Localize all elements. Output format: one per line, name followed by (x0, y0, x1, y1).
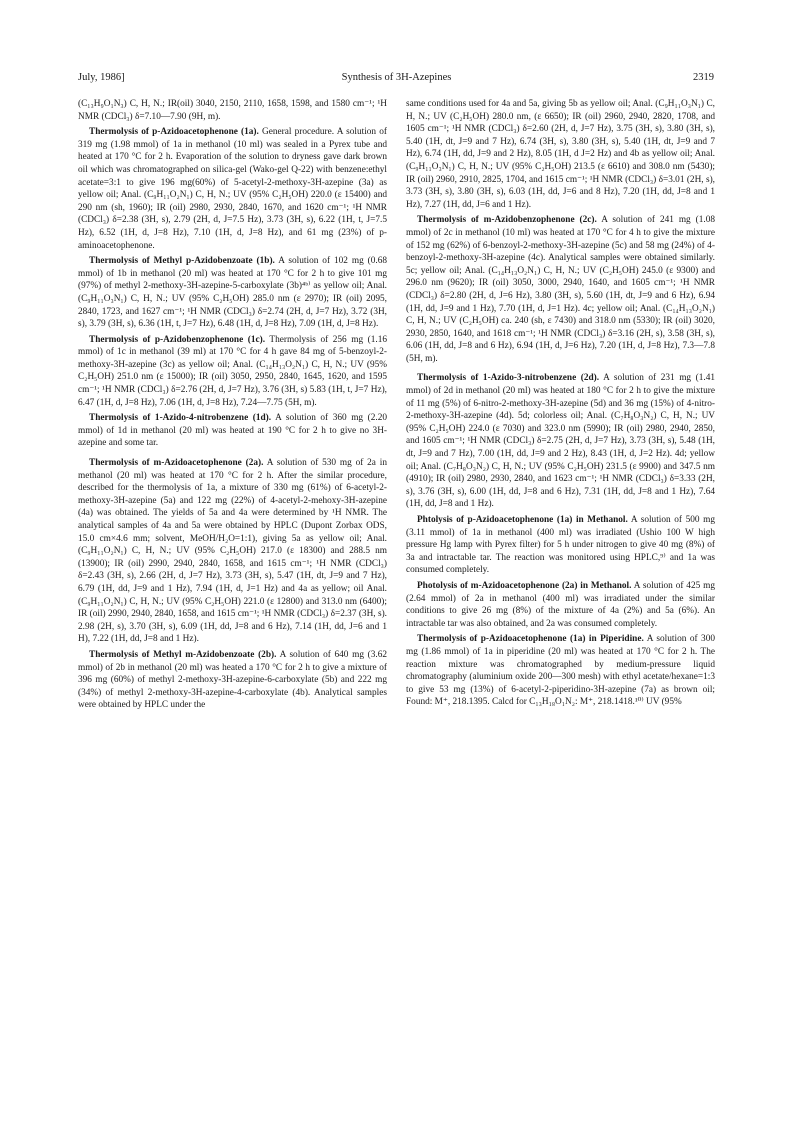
paragraph: Thermolysis of p-Azidoacetophenone (1a) in Piperidine. A solution of 300 mg (1.86 mmol) of 1a in piperidine (20 ml) was heated at 170 °C for 2 h. The reaction mixture was chromatographed by medium-pressure liquid chromatography (aluminium oxide 200—300 mesh) with ethyl acetate/hexane=1:3 to give 53 mg (13%) of 6-acetyl-2-piperidino-3H-azepine (7a) as brown oil; Found: M⁺, 218.1395. Calcd for C₁₃H₁₈O₁N₂: M⁺, 218.1418.¹⁰⁾ UV (95% (406, 634, 715, 708)
paragraph: Thermolysis of Methyl m-Azidobenzoate (2b). A solution of 640 mg (3.62 mmol) of 2b in methanol (20 ml) was heated a 170 °C for 2 h to give a mixture of 396 mg (60%) of methyl 2-methoxy-3H-azepine-6-carboxylate (5b) and 222 mg (34%) of methyl 2-methoxy-3H-azepine-4-carboxylate (4b). Analytical samples were obtained by HPLC under the (78, 649, 388, 711)
paragraph: Thermolysis of Methyl p-Azidobenzoate (1b). A solution of 102 mg (0.68 mmol) of 1b in methanol (20 ml) was heated at 170 °C for 2 h to give 101 mg (97%) of methyl 2-methoxy-3H-azepine-5-carboxylate (3b)⁴ᵇ⁾ as yellow oil; Anal. (C₉H₁₁O₃N₁) C, H, N.; UV (95% C₂H₅OH) 285.0 nm (ε 2970); IR (oil) 2095, 2840, 1723, and 1627 cm⁻¹; ¹H NMR (CDCl₃) δ=2.74 (2H, d, J=7 Hz), 3.72 (3H, s), 3.79 (3H, s), 6.36 (1H, t, J=7 Hz), 6.48 (1H, d, J=8 Hz), 7.09 (1H, d, J=8 Hz). (78, 256, 388, 330)
paragraph: Thermolysis of p-Azidobenzophenone (1c). Thermolysis of 256 mg (1.16 mmol) of 1c in methanol (39 ml) at 170 °C for 4 h gave 84 mg of 5-benzoyl-2-methoxy-3H-azepine (3c) as yellow oil; Anal. (C₁₄H₁₃O₂N₁) C, H, N.; UV (95% C₂H₅OH) 251.0 nm (ε 15000); IR (oil) 3050, 2950, 2840, 1645, 1620, and 1595 cm⁻¹; ¹H NMR (CDCl₃) δ=2.76 (2H, d, J=7 Hz), 3.76 (3H, s) 5.83 (1H, t, J=7 Hz), 6.47 (1H, d, J=8 Hz), 7.06 (1H, d, J=8 Hz), 7.24—7.75 (5H, m). (78, 334, 387, 408)
header-date: July, 1986] (78, 72, 125, 83)
paragraph: Thermolysis of 1-Azido-4-nitrobenzene (1d). A solution of 360 mg (2.20 mmol) of 1d in methanol (20 ml) was heated at 190 °C for 2 h to give no 3H-azepine and some tar. (78, 413, 388, 449)
section-heading: Thermolysis of Methyl p-Azidobenzoate (1b). (89, 256, 275, 267)
left-column (78, 98, 387, 715)
right-column (406, 98, 715, 712)
paragraph: (C₁₃H₉O₁N₃) C, H, N.; IR(oil) 3040, 2150, 2110, 1658, 1598, and 1580 cm⁻¹; ¹H NMR (CDCl₃) δ=7.10—7.90 (9H, m). (78, 99, 387, 122)
section-heading: Thermolysis of m-Azidoacetophenone (2a). (89, 458, 264, 469)
paragraph: Thermolysis of 1-Azido-3-nitrobenzene (2d). A solution of 231 mg (1.41 mmol) of 2d in methanol (20 ml) was heated at 180 °C for 2 h to give the mixture of 11 mg (5%) of 6-nitro-2-methoxy-3H-azepine (5d) and 36 mg (15%) of 4-nitro-2-methoxy-3H-azepine (4d). 5d; colorless oil; Anal. (C₇H₈O₃N₂) C, H, N.; UV (95% C₂H₅OH) 224.0 (ε 7030) and 323.0 nm (5990); IR (oil) 2980, 2940, 2850, and 1605 cm⁻¹; ¹H NMR (CDCl₃) δ=2.75 (2H, d, J=7 Hz), 3.73 (3H, s), 5.48 (1H, dt, J=9 and 7 Hz), 7.00 (1H, dd, J=9 and 2 Hz), 8.43 (1H, d, J=2 Hz). 4d; yellow oil; Anal. (C₇H₈O₃N₂) C, H, N.; UV (95% C₂H₅OH) 231.5 (ε 9900) and 347.5 nm (4910); IR (oil) 2980, 2930, 2840, and 1623 cm⁻¹; ¹H NMR (CDCl₃) δ=3.33 (2H, s), 3.76 (3H, s), 6.00 (1H, dd, J=8 and 6 Hz), 7.31 (1H, dd, J=8 and 1 Hz), 7.64 (1H, dd, J=8 and 1 Hz). (406, 373, 716, 510)
section-heading: Thermolysis of p-Azidoacetophenone (1a). (89, 127, 259, 138)
section-heading: Thermolysis of Methyl m-Azidobenzoate (2b). (89, 649, 277, 660)
section-heading: Thermolysis of 1-Azido-4-nitrobenzene (1d). (89, 413, 272, 424)
paragraph: same conditions used for 4a and 5a, giving 5b as yellow oil; Anal. (C₉H₁₁O₃N₁) C, H, N.; UV (C₂H₅OH) 280.0 nm, (ε 6650); IR (oil) 2960, 2940, 2820, 1708, and 1605 cm⁻¹; ¹H NMR (CDCl₃) δ=2.60 (2H, d, J=7 Hz), 3.75 (3H, s), 3.80 (3H, s), 5.40 (1H, dt, J=9 and 7 Hz), 6.74 (3H, s), 3.80 (3H, s), 5.40 (1H, dt, J=9 and 7 Hz), 6.74 (1H, dd, J=9 and 2 Hz), 8.05 (1H, d J=2 Hz) and 4b as yellow oil; Anal. (C₉H₁₁O₃N₁) C, H, N.; UV (95% C₂H₅OH) 213.5 (ε 6610) and 308.0 nm (5430); IR (oil) 2960, 2910, 2825, 1704, and 1615 cm⁻¹; ¹H NMR (CDCl₃) δ=3.01 (2H, s), 3.73 (3H, s), 3.80 (3H, s), 6.03 (1H, dd, J=6 and 8 Hz), 7.20 (1H, dd, J=8 and 1 Hz), 7.27 (1H, dd, J=6 and 1 Hz). (406, 99, 715, 210)
running-title: Synthesis of 3H-Azepines (341, 72, 452, 83)
paragraph: Photolysis of m-Azidoacetophenone (2a) in Methanol. A solution of 425 mg (2.64 mmol) of 2a in methanol (400 ml) was irradiated under the similar conditions to give 26 mg (8%) of the mixture of 4a (2%) and 5a (6%). An intractable tar was also obtained, and 2a was consumed completely. (406, 580, 715, 629)
section-heading: Phtolysis of p-Azidoacetophenone (1a) in Methanol. (417, 515, 628, 525)
paragraph: Phtolysis of p-Azidoacetophenone (1a) in Methanol. A solution of 500 mg (3.11 mmol) of 1a in methanol (400 ml) was irradiated (Ushio 100 W high pressure Hg lamp with Pyrex filter) for 5 h under nitrogen to give 40 mg (8%) of 3a and intractable tar. The reaction was monitored using HPLC,⁹⁾ and 1a was consumed completely. (406, 515, 715, 576)
paragraph: Thermolysis of m-Azidobenzophenone (2c). A solution of 241 mg (1.08 mmol) of 2c in methanol (10 ml) was heated at 170 °C for 4 h to give the mixture of 152 mg (62%) of 6-benzoyl-2-methoxy-3H-azepine (5c) and 58 mg (24%) of 4-benzoyl-2-methoxy-3H-azepine (4c). Analytical samples were obtained similarly. 5c; yellow oil; Anal. (C₁₄H₁₃O₂N₁) C, H, N.; UV (C₂H₅OH) 245.0 (ε 9300) and 296.0 nm (9620); IR (oil) 3050, 3000, 2940, 1640, and 1605 cm⁻¹; ¹H NMR (CDCl₃) δ=2.80 (2H, d, J=6 Hz), 3.80 (3H, s), 5.60 (1H, dt, J=9 and 6 Hz), 6.94 (1H, dd, J=9 and 1 Hz), 7.70 (1H, d, J=1 Hz). 4c; yellow oil; Anal. (C₁₄H₁₃O₂N₁) C, H, N.; UV (C₂H₅OH) ca. 240 (sh, ε 7430) and 318.0 nm (5330); IR (oil) 3020, 2930, 2850, 1640, and 1618 cm⁻¹; ¹H NMR (CDCl₃) δ=3.16 (2H, s), 3.58 (3H, s), 6.06 (1H, dd, J=8 and 6 Hz), 6.94 (1H, d, J=6 Hz), 7.20 (1H, d, J=8 Hz), 7.3—7.8 (5H, m). (406, 215, 715, 364)
section-heading: Thermolysis of p-Azidoacetophenone (1a) in Piperidine. (417, 634, 644, 645)
section-heading: Photolysis of m-Azidoacetophenone (2a) in Methanol. (417, 580, 632, 591)
paragraph: Thermolysis of m-Azidoacetophenone (2a). A solution of 530 mg of 2a in methanol (20 ml) was heated at 170 °C for 2 h. After the similar procedure, described for the thermolysis of 1a, a mixture of 330 mg (61%) of 6-acetyl-2-methoxy-3H-azepine (5a) and 122 mg (22%) of 4-acetyl-2-mehoxy-3H-azepine (4a) was obtained. The yields of 5a and 4a were determined by ¹H NMR. The analytical samples of 4a and 5a were obtained by HPLC (Dupont Zorbax ODS, 15.0 cm×4.6 mm; solvent, MeOH/H₂O=1:1), giving 5a as yellow oil; Anal. (C₉H₁₁O₂N₁) C, H, N.; UV (95% C₂H₅OH) 217.0 (ε 18300) and 288.5 nm (13900); IR (oil) 2990, 2940, 2840, 1658, and 1615 cm⁻¹; ¹H NMR (CDCl₃) δ=2.43 (3H, s), 2.66 (2H, d, J=7 Hz), 3.73 (3H, s), 5.47 (1H, dt, J=9 and 7 Hz), 6.79 (1H, dd, J=9 and 1 Hz), 7.94 (1H, d, J=1 Hz) and 4a as yellow; oil Anal. (C₉H₁₁O₂N₁) C, H, N.; UV (95% C₂H₅OH) 221.0 (ε 12800) and 313.0 nm (6400); IR (oil) 2990, 2940, 2840, 1658, and 1615 cm⁻¹; ¹H NMR (CDCl₃) δ=2.37 (3H, s). 2.98 (2H, s), 3.70 (3H, s), 6.09 (1H, dd, J=8 and 6 Hz), 7.14 (1H, dd, J=6 and 1 H), 7.22 (1H, dd, J=8 and 1 Hz). (78, 458, 387, 645)
paragraph: Thermolysis of p-Azidoacetophenone (1a). General procedure. A solution of 319 mg (1.98 mmol) of 1a in methanol (10 ml) was sealed in a Pyrex tube and heated at 170 °C for 2 h. Evaporation of the solution to dryness gave dark brown oil which was chromatographed on silica-gel (Wako-gel Q-22) with benzene:ethyl acetate=3:1 to give 196 mg(60%) of 5-acetyl-2-methoxy-3H-azepine (3a) as yellow oil; Anal. (C₉H₁₁O₂N₁) C, H, N.; UV (95% C₂H₅OH) 220.0 (ε 15400) and 290 nm (sh, 1960); IR (oil) 2980, 2930, 2840, 1670, and 1620 cm⁻¹; ¹H NMR (CDCl₃) δ=2.38 (3H, s), 2.79 (2H, d, J=7.5 Hz), 3.73 (3H, s), 6.22 (1H, t, J=7.5 Hz), 6.52 (1H, d, J=8 Hz), 7.10 (1H, d, J=8 Hz), and 61 mg (23%) of p-aminoacetophenone. (78, 127, 387, 251)
page-number: 2319 (693, 72, 714, 83)
section-heading: Thermolysis of m-Azidobenzophenone (2c). (417, 215, 597, 226)
section-heading: Thermolysis of 1-Azido-3-nitrobenzene (2d). (417, 373, 600, 384)
section-heading: Thermolysis of p-Azidobenzophenone (1c). (89, 334, 266, 345)
